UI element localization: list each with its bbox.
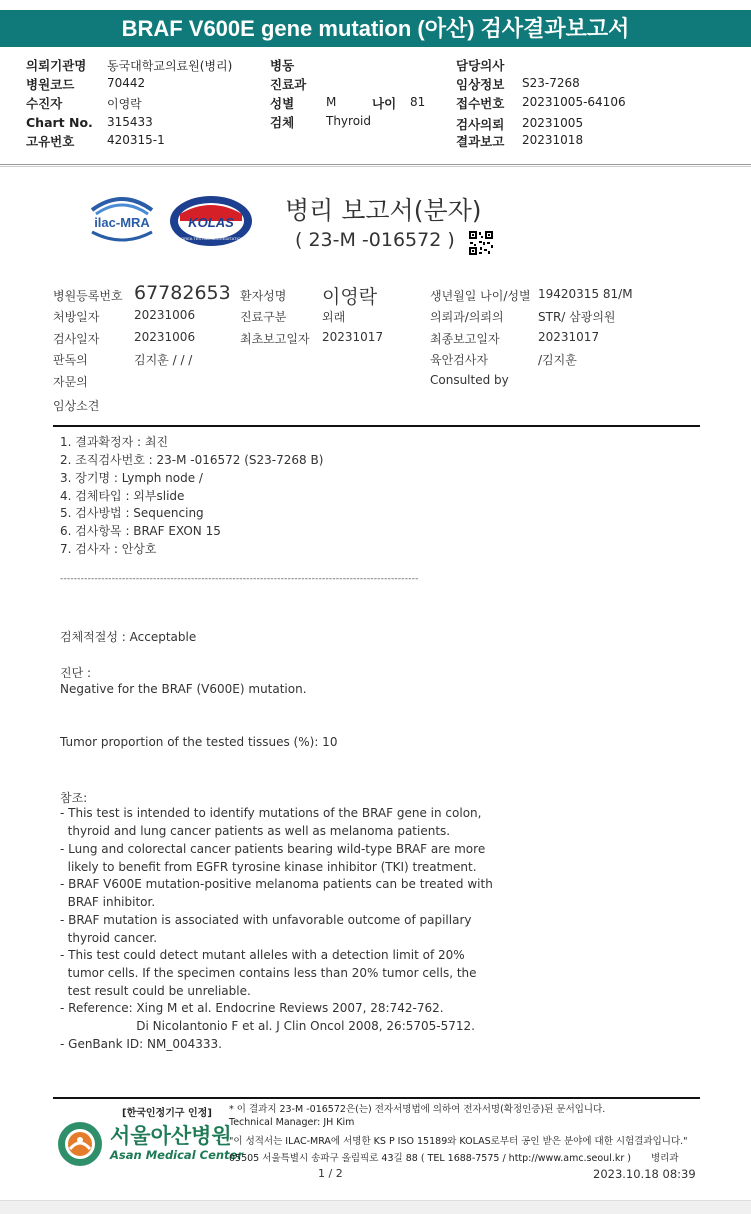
list-item: 7. 검사자 : 안상호 — [60, 542, 157, 556]
patient-label: 의뢰과/의뢰의 — [430, 310, 504, 324]
patient-label: 진료구분 — [240, 310, 287, 324]
header-label: 의뢰기관명 — [26, 58, 87, 73]
note-line: - GenBank ID: NM_004333. — [60, 1037, 222, 1051]
header-label: 나이 — [372, 96, 397, 111]
print-datetime: 2023.10.18 08:39 — [593, 1167, 696, 1181]
note-line: test result could be unreliable. — [60, 984, 251, 998]
section-divider — [53, 425, 700, 427]
header-value: 70442 — [107, 76, 146, 90]
note-line: - BRAF mutation is associated with unfavorable outcome of papillary — [60, 913, 472, 927]
note-line: - Reference: Xing M et al. Endocrine Reviews 2007, 28:742-762. — [60, 1001, 444, 1015]
qr-code-icon — [468, 230, 494, 256]
patient-label: 자문의 — [53, 375, 88, 389]
patient-label: 환자성명 — [240, 289, 287, 303]
ilac-mra-logo — [88, 188, 156, 250]
header-label: 담당의사 — [456, 58, 505, 73]
report-heading: 병리 보고서(분자) — [285, 196, 482, 225]
patient-value: 19420315 81/M — [538, 287, 633, 301]
footer-line: 05505 서울특별시 송파구 올림픽로 43길 88 ( TEL 1688-7575 / http://www.amc.seoul.kr ) — [229, 1153, 631, 1164]
note-line: thyroid cancer. — [60, 931, 158, 945]
note-line: - This test could detect mutant alleles with a detection limit of 20% — [60, 948, 465, 962]
header-value: 20231005 — [522, 116, 584, 130]
header-value: 315433 — [107, 115, 153, 129]
footer-divider — [53, 1097, 700, 1099]
patient-value: /김지훈 — [538, 353, 577, 367]
report-number: ( 23-M -016572 ) — [295, 229, 455, 251]
patient-value: 김지훈 / / / — [134, 353, 193, 367]
header-label: 검체 — [270, 115, 295, 130]
patient-label: 임상소견 — [53, 399, 100, 413]
note-line: tumor cells. If the specimen contains less than 20% tumor cells, the — [60, 966, 477, 980]
hospital-emblem — [57, 1121, 103, 1167]
patient-label: 검사일자 — [53, 332, 100, 346]
header-label: Chart No. — [26, 115, 93, 130]
patient-reg-number: 67782653 — [134, 282, 231, 304]
note-line: - This test is intended to identify mutations of the BRAF gene in colon, — [60, 806, 482, 820]
header-label: 검사의뢰 — [456, 117, 505, 132]
header-label: 성별 — [270, 96, 295, 111]
kolas-logo-text: KOLAS — [188, 215, 234, 230]
diagnosis-label: 진단 : — [60, 666, 92, 680]
patient-label: Consulted by — [430, 373, 509, 387]
accreditation-label: [한국인정기구 인정] — [122, 1108, 212, 1119]
header-label: 결과보고 — [456, 134, 505, 149]
kolas-logo-subtext: KOREA TESTING ACCREDITATION — [178, 236, 244, 241]
header-value: 20231005-64106 — [522, 95, 626, 109]
header-value: S23-7268 — [522, 76, 580, 90]
note-line: thyroid and lung cancer patients as well as melanoma patients. — [60, 824, 451, 838]
patient-label: 최초보고일자 — [240, 332, 310, 346]
note-line: likely to benefit from EGFR tyrosine kinase inhibitor (TKI) treatment. — [60, 860, 477, 874]
tumor-proportion: Tumor proportion of the tested tissues (%): 10 — [60, 735, 338, 749]
header-divider-shadow — [0, 166, 751, 167]
patient-value: 외래 — [322, 310, 346, 324]
list-item: 2. 조직검사번호 : 23-M -016572 (S23-7268 B) — [60, 453, 324, 467]
footer-line: Technical Manager: JH Kim — [229, 1117, 355, 1128]
reference-label: 참조: — [60, 791, 88, 805]
header-label: 임상정보 — [456, 77, 505, 92]
header-value: 81 — [410, 95, 426, 109]
patient-value: 20231006 — [134, 330, 196, 344]
header-label: 수진자 — [26, 96, 63, 111]
footer-line: * 이 결과지 23-M -016572은(는) 전자서명법에 의하여 전자서명(확정인증)된 문서입니다. — [229, 1104, 606, 1115]
patient-label: 생년월일 나이/성별 — [430, 289, 531, 303]
patient-label: 처방일자 — [53, 310, 100, 324]
list-item: 4. 검체타입 : 외부slide — [60, 489, 185, 503]
bottom-strip — [0, 1200, 751, 1214]
header-value: M — [326, 95, 337, 109]
page-number: 1 / 2 — [318, 1167, 343, 1180]
header-label: 접수번호 — [456, 96, 505, 111]
patient-name: 이영락 — [322, 286, 378, 308]
footer-line: "이 성적서는 ILAC-MRA에 서명한 KS P ISO 15189와 KOLAS로부터 공인 받은 분야에 대한 시험결과입니다." — [229, 1136, 688, 1147]
patient-label: 최종보고일자 — [430, 332, 500, 346]
patient-value: 20231017 — [538, 330, 600, 344]
header-value: 이영락 — [107, 97, 142, 111]
note-line: Di Nicolantonio F et al. J Clin Oncol 2008, 26:5705-5712. — [60, 1019, 475, 1033]
patient-value: 20231006 — [134, 308, 196, 322]
header-value: 420315-1 — [107, 133, 165, 147]
hospital-name-en: Asan Medical Center — [110, 1148, 244, 1162]
hospital-name-kr: 서울아산병원 — [110, 1124, 232, 1148]
kolas-logo — [168, 194, 254, 249]
report-title: BRAF V600E gene mutation (아산) 검사결과보고서 — [121, 16, 630, 41]
list-item: 1. 결과확정자 : 최진 — [60, 435, 169, 449]
header-value: 20231018 — [522, 133, 584, 147]
footer-dept: 병리과 — [651, 1153, 679, 1164]
ilac-logo-text: ilac-MRA — [94, 215, 150, 230]
patient-label: 육안검사자 — [430, 353, 488, 367]
patient-value: STR/ 삼광의원 — [538, 310, 616, 324]
header-label: 병동 — [270, 58, 295, 73]
header-label: 진료과 — [270, 77, 307, 92]
note-line: - Lung and colorectal cancer patients bearing wild-type BRAF are more — [60, 842, 486, 856]
patient-label: 병원등록번호 — [53, 289, 123, 303]
patient-label: 판독의 — [53, 353, 88, 367]
diagnosis-text: Negative for the BRAF (V600E) mutation. — [60, 682, 307, 696]
header-label: 고유번호 — [26, 134, 75, 149]
header-label: 병원코드 — [26, 77, 75, 92]
specimen-adequacy: 검체적절성 : Acceptable — [60, 630, 197, 644]
header-value: Thyroid — [326, 114, 371, 128]
list-item: 3. 장기명 : Lymph node / — [60, 471, 203, 485]
dashed-separator: -------------------------------------------------------------------------------------------------------- — [60, 574, 419, 584]
header-divider — [0, 164, 751, 165]
list-item: 5. 검사방법 : Sequencing — [60, 506, 204, 520]
note-line: BRAF inhibitor. — [60, 895, 156, 909]
patient-value: 20231017 — [322, 330, 384, 344]
list-item: 6. 검사항목 : BRAF EXON 15 — [60, 524, 221, 538]
header-value: 동국대학교의료원(병리) — [107, 59, 233, 73]
note-line: - BRAF V600E mutation-positive melanoma patients can be treated with — [60, 877, 493, 891]
report-title-bar — [0, 10, 751, 47]
